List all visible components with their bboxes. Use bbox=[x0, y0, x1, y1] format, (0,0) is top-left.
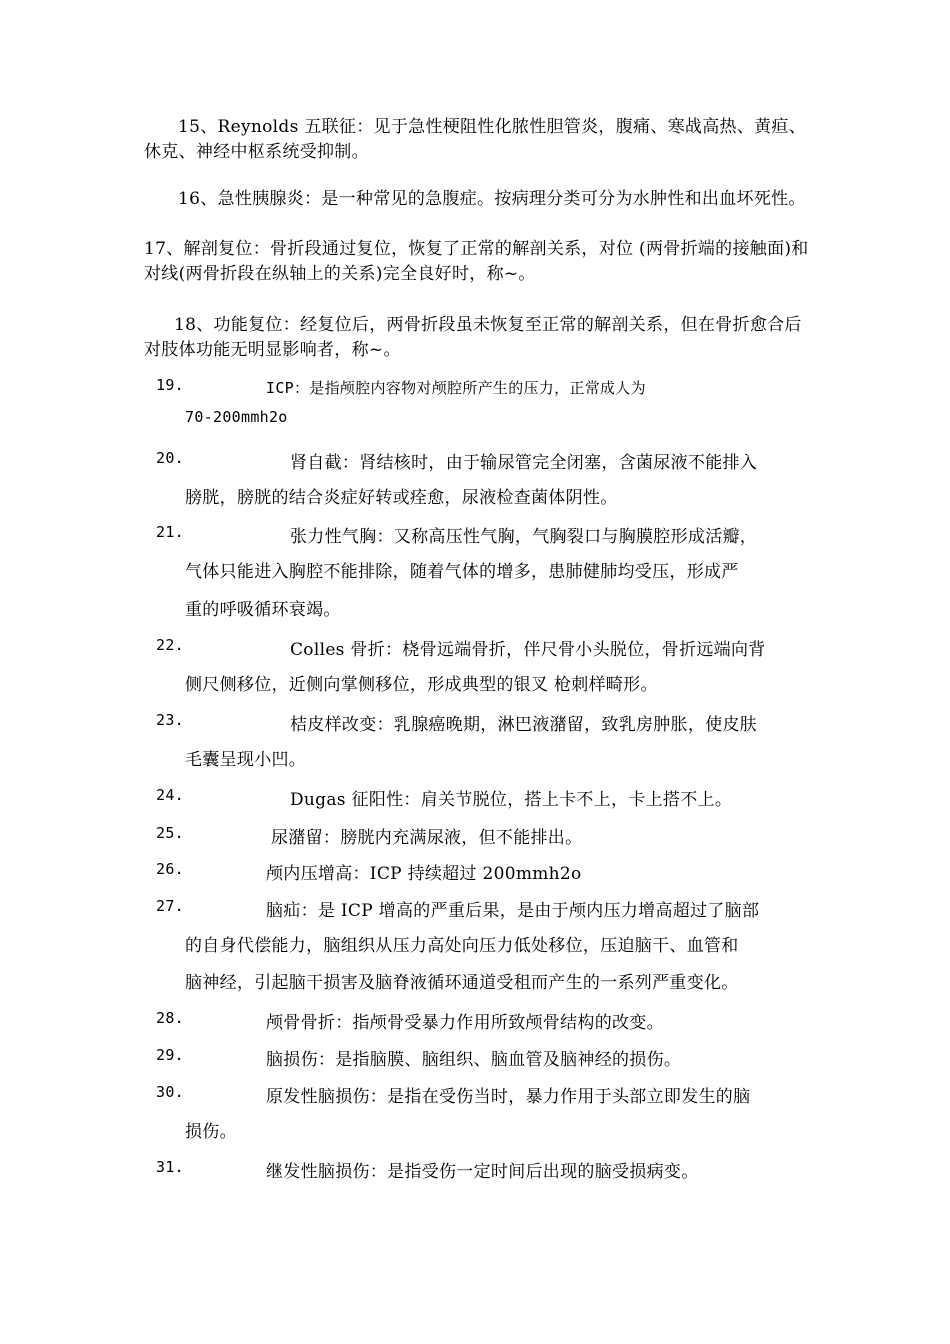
item-line: Colles 骨折：桡骨远端骨折，伴尺骨小头脱位，骨折远端向背 bbox=[290, 640, 766, 660]
item-number: 22. bbox=[156, 636, 184, 654]
item-number: 23. bbox=[156, 711, 184, 729]
definition-16: 16、急性胰腺炎：是一种常见的急腹症。按病理分类可分为水肿性和出血坏死性。 bbox=[178, 189, 806, 209]
item-line: Dugas 征阳性：肩关节脱位，搭上卡不上，卡上搭不上。 bbox=[290, 790, 733, 810]
item-line: 损伤。 bbox=[185, 1122, 237, 1142]
item-line: 原发性脑损伤：是指在受伤当时，暴力作用于头部立即发生的脑 bbox=[266, 1087, 751, 1107]
item-line: 脑疝：是 ICP 增高的严重后果，是由于颅内压力增高超过了脑部 bbox=[266, 901, 760, 921]
item-line: ICP：是指颅腔内容物对颅腔所产生的压力，正常成人为 bbox=[266, 379, 646, 397]
item-line: 肾自截：肾结核时，由于输尿管完全闭塞，含菌尿液不能排入 bbox=[290, 453, 758, 473]
item-number: 20. bbox=[156, 449, 184, 467]
item-number: 19. bbox=[156, 376, 184, 394]
item-line: 桔皮样改变：乳腺癌晚期，淋巴液潴留，致乳房肿胀，使皮肤 bbox=[290, 715, 758, 735]
item-number: 21. bbox=[156, 523, 184, 541]
item-number: 27. bbox=[156, 897, 184, 915]
definition-17: 17、解剖复位：骨折段通过复位，恢复了正常的解剖关系，对位 (两骨折端的接触面)和对线(两骨折段在纵轴上的关系)完全良好时，称~。 bbox=[144, 239, 809, 284]
item-line: 尿潴留：膀胱内充满尿液，但不能排出。 bbox=[271, 828, 583, 848]
definition-18: 18、功能复位：经复位后，两骨折段虽未恢复至正常的解剖关系，但在骨折愈合后对肢体功能无明显影响者，称~。 bbox=[144, 315, 802, 360]
item-line: 的自身代偿能力，脑组织从压力高处向压力低处移位，压迫脑干、血管和 bbox=[185, 936, 739, 956]
item-line: 继发性脑损伤：是指受伤一定时间后出现的脑受损病变。 bbox=[266, 1162, 699, 1182]
item-line: 毛囊呈现小凹。 bbox=[185, 750, 307, 770]
item-line: 脑损伤：是指脑膜、脑组织、脑血管及脑神经的损伤。 bbox=[266, 1050, 682, 1070]
definition-15: 15、Reynolds 五联征：见于急性梗阻性化脓性胆管炎，腹痛、寒战高热、黄疸、休克、神经中枢系统受抑制。 bbox=[144, 117, 807, 162]
item-line: 颅内压增高：ICP 持续超过 200mmh2o bbox=[266, 864, 582, 884]
item-line: 张力性气胸：又称高压性气胸，气胸裂口与胸膜腔形成活瓣， bbox=[290, 527, 758, 547]
item-number: 29. bbox=[156, 1046, 184, 1064]
item-number: 24. bbox=[156, 786, 184, 804]
item-number: 28. bbox=[156, 1009, 184, 1027]
item-line: 重的呼吸循环衰竭。 bbox=[185, 600, 341, 620]
item-line: 颅骨骨折：指颅骨受暴力作用所致颅骨结构的改变。 bbox=[266, 1013, 664, 1033]
item-line: 脑神经，引起脑干损害及脑脊液循环通道受租而产生的一系列严重变化。 bbox=[185, 973, 739, 993]
item-number: 30. bbox=[156, 1083, 184, 1101]
item-line: 膀胱，膀胱的结合炎症好转或痊愈，尿液检查菌体阴性。 bbox=[185, 488, 618, 508]
item-line: 侧尺侧移位，近侧向掌侧移位，形成典型的银叉 枪刺样畸形。 bbox=[185, 675, 658, 695]
item-number: 31. bbox=[156, 1158, 184, 1176]
item-line: 70-200mmh2o bbox=[185, 408, 288, 426]
item-number: 25. bbox=[156, 824, 184, 842]
item-number: 26. bbox=[156, 860, 184, 878]
item-line: 气体只能进入胸腔不能排除，随着气体的增多，患肺健肺均受压，形成严 bbox=[185, 562, 739, 582]
